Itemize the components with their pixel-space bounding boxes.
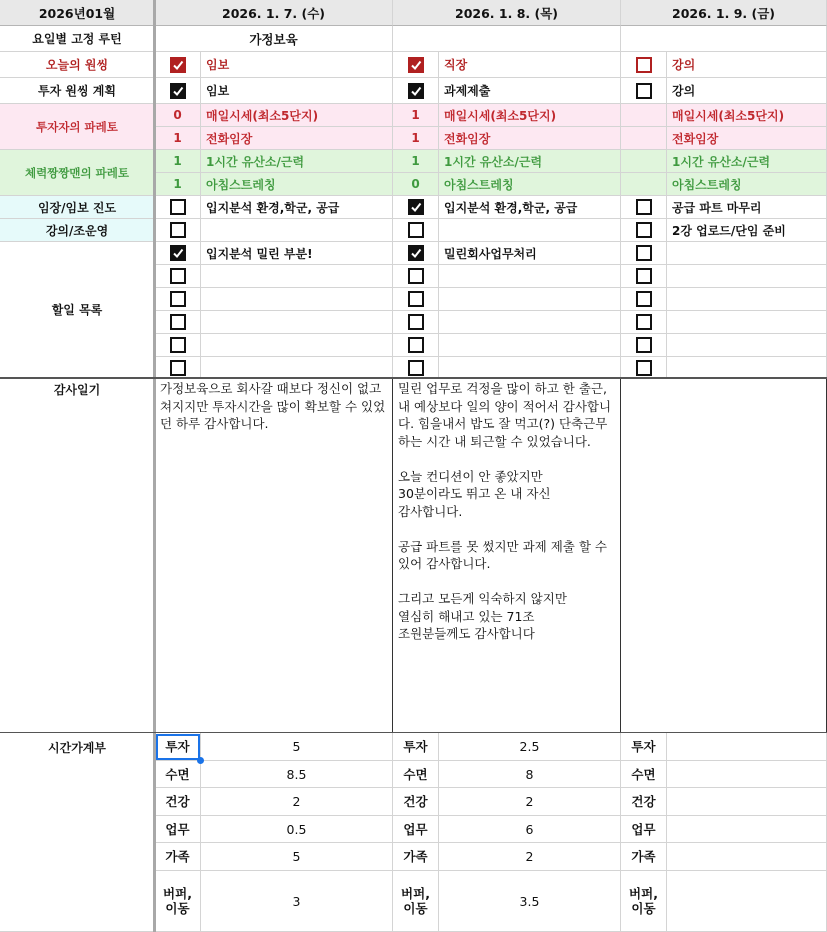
- pareto-fitness-count[interactable]: 0: [393, 173, 439, 196]
- time-value[interactable]: 8.5: [201, 761, 393, 788]
- time-value[interactable]: [667, 816, 827, 843]
- checkbox-unchecked[interactable]: [636, 291, 652, 307]
- todo-text[interactable]: [201, 357, 393, 378]
- row-divider-gratitude: [0, 377, 827, 379]
- checkbox-checked[interactable]: [408, 199, 424, 215]
- progress-text[interactable]: 2강 업로드/단임 준비: [667, 219, 827, 242]
- checkbox-unchecked[interactable]: [170, 337, 186, 353]
- check-icon: [172, 247, 184, 259]
- label-pareto-fitness: 체력짱짱맨의 파레토: [0, 150, 155, 196]
- pareto-investor-item: 매일시세(최소5단지): [201, 104, 393, 127]
- todo-text[interactable]: [439, 357, 621, 378]
- label-plan: 투자 원씽 계획: [0, 78, 155, 104]
- label-timebook: 시간가계부: [0, 733, 155, 932]
- checkbox-checked[interactable]: [170, 83, 186, 99]
- checkbox-checked[interactable]: [408, 57, 424, 73]
- column-divider: [153, 0, 156, 932]
- pareto-investor-item: 매일시세(최소5단지): [667, 104, 827, 127]
- checkbox-unchecked[interactable]: [636, 57, 652, 73]
- label-progress-lecture: 강의/조운영: [0, 219, 155, 242]
- pareto-investor-item: 전화임장: [201, 127, 393, 150]
- pareto-fitness-count[interactable]: [621, 150, 667, 173]
- checkbox-checked[interactable]: [408, 245, 424, 261]
- one-thing-text[interactable]: 강의: [667, 52, 827, 78]
- time-value[interactable]: [667, 761, 827, 788]
- time-category: 업무: [393, 816, 439, 843]
- todo-text[interactable]: [439, 288, 621, 311]
- todo-text[interactable]: [667, 357, 827, 378]
- time-value[interactable]: 5: [201, 843, 393, 871]
- pareto-fitness-item: 1시간 유산소/근력: [439, 150, 621, 173]
- pareto-fitness-count[interactable]: 1: [155, 173, 201, 196]
- pareto-fitness-count[interactable]: 1: [155, 150, 201, 173]
- time-category: 가족: [393, 843, 439, 871]
- routine-cell[interactable]: [393, 26, 621, 52]
- time-category: 업무: [621, 816, 667, 843]
- todo-text[interactable]: [667, 265, 827, 288]
- time-value[interactable]: 8: [439, 761, 621, 788]
- time-category: 수면: [393, 761, 439, 788]
- time-category: 가족: [155, 843, 201, 871]
- checkbox-unchecked[interactable]: [408, 291, 424, 307]
- month-header: 2026년01월: [0, 0, 155, 26]
- progress-text[interactable]: 입지분석 환경,학군, 공급: [439, 196, 621, 219]
- checkbox-unchecked[interactable]: [170, 199, 186, 215]
- time-category: 건강: [393, 788, 439, 816]
- label-one-thing: 오늘의 원씽: [0, 52, 155, 78]
- todo-text[interactable]: [439, 265, 621, 288]
- label-routine: 요일별 고정 루틴: [0, 26, 155, 52]
- progress-text[interactable]: [201, 219, 393, 242]
- pareto-investor-item: 매일시세(최소5단지): [439, 104, 621, 127]
- day-header: 2026. 1. 8. (목): [393, 0, 621, 26]
- selection-handle[interactable]: [197, 757, 204, 764]
- time-category: 수면: [621, 761, 667, 788]
- pareto-investor-count[interactable]: 1: [155, 127, 201, 150]
- time-category: 수면: [155, 761, 201, 788]
- check-icon: [172, 59, 184, 71]
- day-header: 2026. 1. 9. (금): [621, 0, 827, 26]
- todo-text[interactable]: [201, 288, 393, 311]
- pareto-fitness-count[interactable]: [621, 173, 667, 196]
- todo-text[interactable]: [667, 242, 827, 265]
- gratitude-entry[interactable]: [621, 378, 827, 733]
- time-value[interactable]: 2: [201, 788, 393, 816]
- progress-text[interactable]: [439, 219, 621, 242]
- checkbox-unchecked[interactable]: [170, 268, 186, 284]
- gratitude-entry[interactable]: 가정보육으로 회사갈 때보다 정신이 없고 쳐지지만 투자시간을 많이 확보할 수 있었던 하루 감사합니다.: [155, 378, 393, 733]
- checkbox-unchecked[interactable]: [170, 360, 186, 376]
- pareto-investor-count[interactable]: [621, 127, 667, 150]
- pareto-investor-item: 전화임장: [439, 127, 621, 150]
- todo-text[interactable]: [201, 311, 393, 334]
- row-divider-timebook: [0, 732, 827, 733]
- checkbox-unchecked[interactable]: [636, 245, 652, 261]
- pareto-fitness-item: 아침스트레칭: [201, 173, 393, 196]
- plan-text[interactable]: 과제제출: [439, 78, 621, 104]
- time-category: 업무: [155, 816, 201, 843]
- checkbox-unchecked[interactable]: [408, 337, 424, 353]
- time-category: 가족: [621, 843, 667, 871]
- time-value[interactable]: [667, 871, 827, 932]
- plan-text[interactable]: 임보: [201, 78, 393, 104]
- time-value[interactable]: 2: [439, 788, 621, 816]
- checkbox-unchecked[interactable]: [636, 199, 652, 215]
- checkbox-unchecked[interactable]: [170, 314, 186, 330]
- time-category: 건강: [621, 788, 667, 816]
- time-category: 버퍼, 이동: [393, 871, 439, 932]
- pareto-investor-count[interactable]: [621, 104, 667, 127]
- time-category: 투자: [621, 733, 667, 761]
- checkbox-unchecked[interactable]: [170, 222, 186, 238]
- pareto-fitness-count[interactable]: 1: [393, 150, 439, 173]
- time-category: 버퍼, 이동: [155, 871, 201, 932]
- label-todo: 할일 목록: [0, 242, 155, 378]
- gratitude-entry[interactable]: 밀린 업무로 걱정을 많이 하고 한 출근, 내 예상보다 일의 양이 적어서 감사합니다. 힘을내서 밥도 잘 먹고(?) 단축근무하는 시간 내 퇴근할 수 있었습니다. 오늘 컨디션이 안 좋았지만 30분이라도 뛰고 온 내 자신 감사합니다. 공급 파트를 못 썼지만 과제 제출 할 수 있어 감사합니다. 그리고 모든게 익숙하지 않지만 열심히 해내고 있는 71조 조원분들께도 감사합니다: [393, 378, 621, 733]
- pareto-investor-count[interactable]: 1: [393, 104, 439, 127]
- time-value[interactable]: [667, 843, 827, 871]
- pareto-fitness-item: 아침스트레칭: [667, 173, 827, 196]
- pareto-investor-count[interactable]: 0: [155, 104, 201, 127]
- check-icon: [410, 59, 422, 71]
- label-gratitude: 감사일기: [0, 378, 155, 733]
- checkbox-unchecked[interactable]: [170, 291, 186, 307]
- time-value[interactable]: 3.5: [439, 871, 621, 932]
- time-category: 건강: [155, 788, 201, 816]
- checkbox-unchecked[interactable]: [408, 222, 424, 238]
- pareto-fitness-item: 1시간 유산소/근력: [667, 150, 827, 173]
- label-pareto-investor: 투자자의 파레토: [0, 104, 155, 150]
- time-value[interactable]: [667, 733, 827, 761]
- todo-text[interactable]: 밀린회사업무처리: [439, 242, 621, 265]
- day-header: 2026. 1. 7. (수): [155, 0, 393, 26]
- time-value[interactable]: 2: [439, 843, 621, 871]
- check-icon: [410, 247, 422, 259]
- progress-text[interactable]: 공급 파트 마무리: [667, 196, 827, 219]
- time-category: 투자: [155, 733, 201, 761]
- checkbox-checked[interactable]: [170, 245, 186, 261]
- routine-cell[interactable]: [621, 26, 827, 52]
- time-value[interactable]: [667, 788, 827, 816]
- checkbox-checked[interactable]: [170, 57, 186, 73]
- todo-text[interactable]: [439, 311, 621, 334]
- selected-cell[interactable]: [156, 734, 200, 760]
- pareto-investor-item: 전화임장: [667, 127, 827, 150]
- progress-text[interactable]: 입지분석 환경,학군, 공급: [201, 196, 393, 219]
- checkbox-unchecked[interactable]: [636, 268, 652, 284]
- routine-cell[interactable]: 가정보육: [155, 26, 393, 52]
- todo-text[interactable]: [439, 334, 621, 357]
- check-icon: [172, 85, 184, 97]
- todo-text[interactable]: 입지분석 밀린 부분!: [201, 242, 393, 265]
- todo-text[interactable]: [667, 334, 827, 357]
- pareto-fitness-item: 아침스트레칭: [439, 173, 621, 196]
- time-value[interactable]: 5: [201, 733, 393, 761]
- checkbox-unchecked[interactable]: [408, 360, 424, 376]
- todo-text[interactable]: [201, 334, 393, 357]
- checkbox-checked[interactable]: [408, 83, 424, 99]
- one-thing-text[interactable]: 임보: [201, 52, 393, 78]
- pareto-investor-count[interactable]: 1: [393, 127, 439, 150]
- label-progress-imjang: 임장/임보 진도: [0, 196, 155, 219]
- time-value[interactable]: 3: [201, 871, 393, 932]
- time-category: 버퍼, 이동: [621, 871, 667, 932]
- check-icon: [410, 85, 422, 97]
- todo-text[interactable]: [667, 311, 827, 334]
- checkbox-unchecked[interactable]: [636, 314, 652, 330]
- plan-text[interactable]: 강의: [667, 78, 827, 104]
- checkbox-unchecked[interactable]: [636, 222, 652, 238]
- time-category: 투자: [393, 733, 439, 761]
- time-value[interactable]: 0.5: [201, 816, 393, 843]
- time-value[interactable]: 6: [439, 816, 621, 843]
- one-thing-text[interactable]: 직장: [439, 52, 621, 78]
- check-icon: [410, 201, 422, 213]
- checkbox-unchecked[interactable]: [408, 268, 424, 284]
- checkbox-unchecked[interactable]: [636, 83, 652, 99]
- pareto-fitness-item: 1시간 유산소/근력: [201, 150, 393, 173]
- todo-text[interactable]: [201, 265, 393, 288]
- time-value[interactable]: 2.5: [439, 733, 621, 761]
- todo-text[interactable]: [667, 288, 827, 311]
- checkbox-unchecked[interactable]: [408, 314, 424, 330]
- checkbox-unchecked[interactable]: [636, 337, 652, 353]
- checkbox-unchecked[interactable]: [636, 360, 652, 376]
